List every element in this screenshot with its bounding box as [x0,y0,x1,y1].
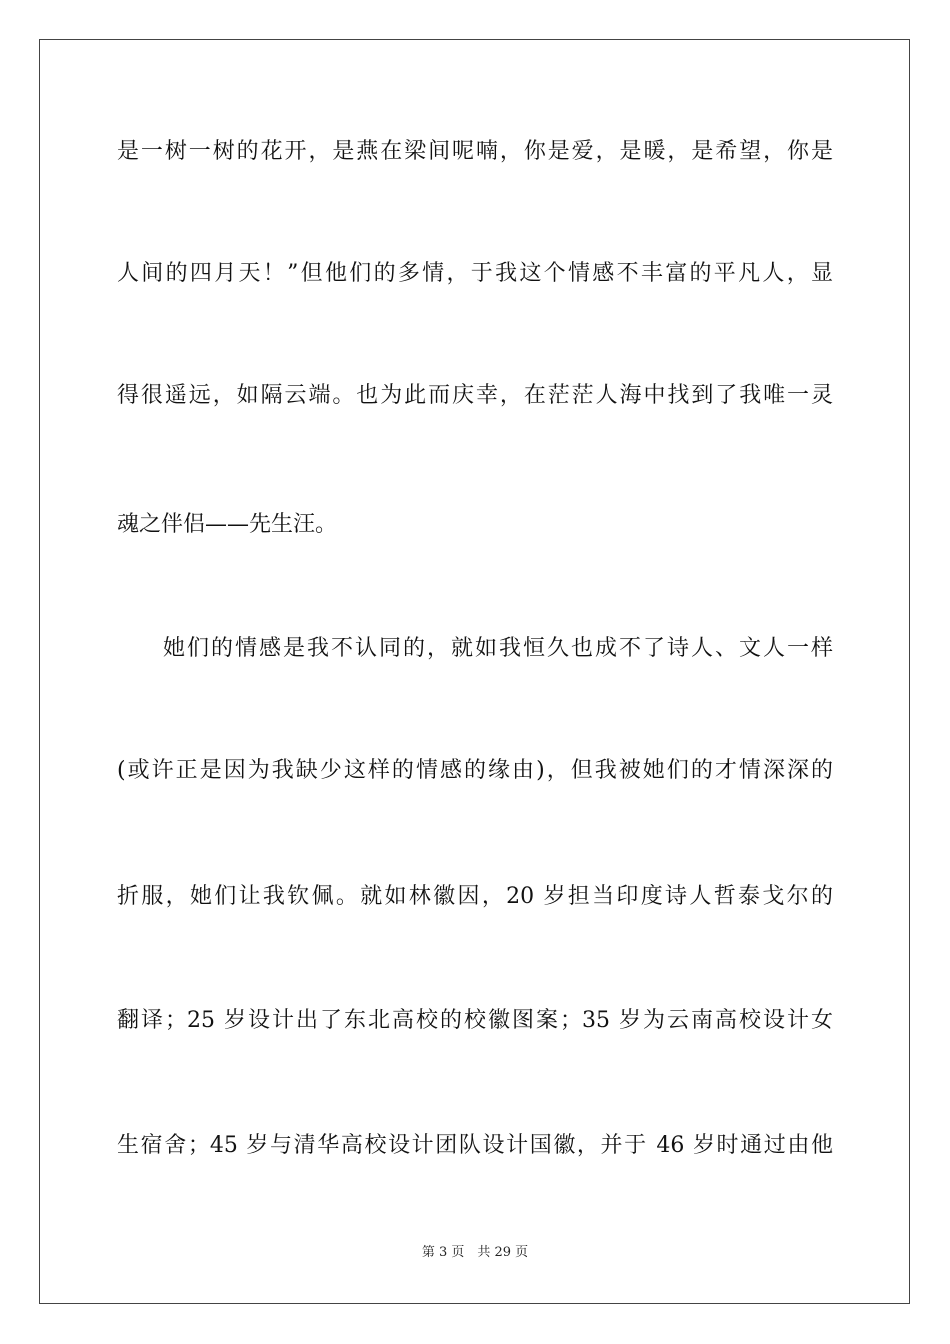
text-line-2: 人间的四月天！”但他们的多情，于我这个情感不丰富的平凡人，显 [117,261,833,286]
text-line-1: 是一树一树的花开，是燕在梁间呢喃，你是爱，是暖，是希望，你是 [117,139,833,164]
text-line-5-paragraph-start: 她们的情感是我不认同的，就如我恒久也成不了诗人、文人一样 [163,636,833,661]
text-line-3: 得很遥远，如隔云端。也为此而庆幸，在茫茫人海中找到了我唯一灵 [117,383,833,408]
page-number: 第 3 页 共 29 页 [421,1245,529,1260]
page-frame [39,39,910,1304]
text-line-7: 折服，她们让我钦佩。就如林徽因，20 岁担当印度诗人哲泰戈尔的 [117,884,833,909]
text-line-9: 生宿舍；45 岁与清华高校设计团队设计国徽，并于 46 岁时通过由他 [117,1133,833,1158]
text-line-4: 魂之伴侣——先生汪。 [117,512,338,537]
text-line-8: 翻译；25 岁设计出了东北高校的校徽图案；35 岁为云南高校设计女 [117,1008,833,1033]
text-line-6: (或许正是因为我缺少这样的情感的缘由)，但我被她们的才情深深的 [117,758,833,783]
